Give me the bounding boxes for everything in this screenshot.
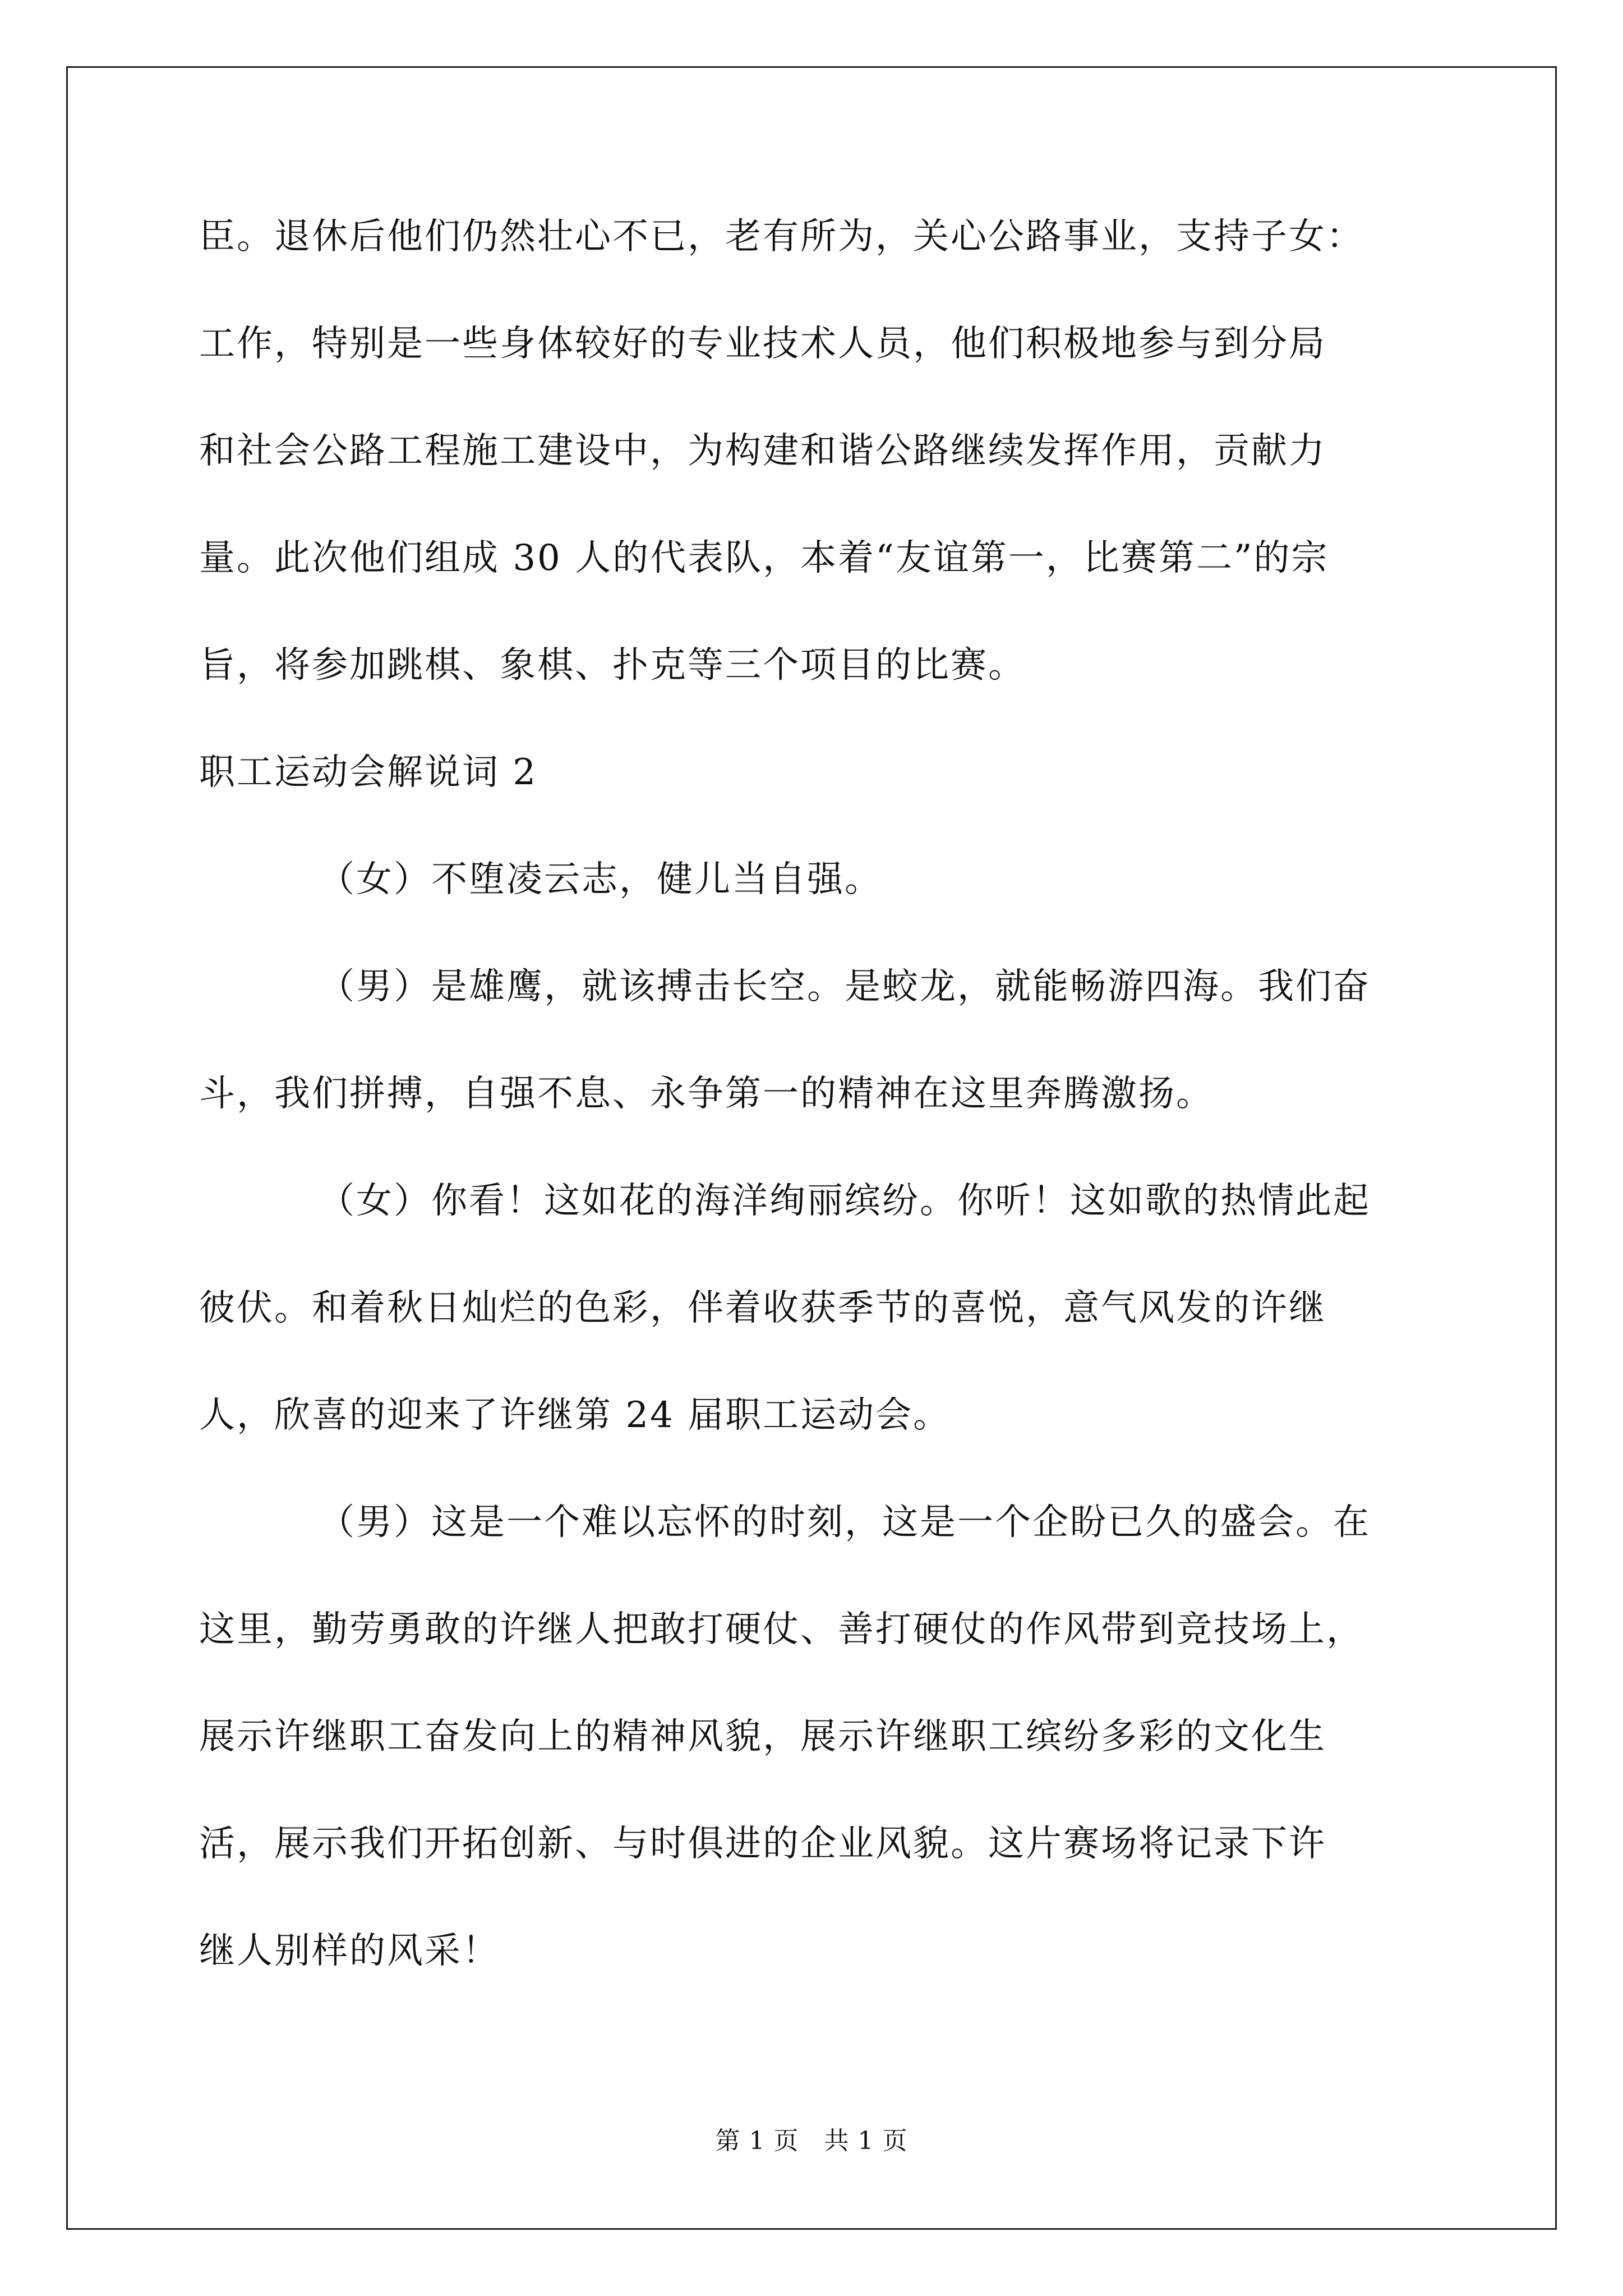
paragraph-men-1-line: 斗，我们拼搏，自强不息、永争第一的精神在这里奔腾激扬。	[199, 1073, 1214, 1115]
text-line: 和社会公路工程施工建设中，为构建和谐公路继续发挥作用，贡献力	[199, 430, 1326, 472]
text-line: 量。此次他们组成 30 人的代表队，本着“友谊第一，比赛第二”的宗	[199, 537, 1329, 579]
paragraph-women-2-line: 彼伏。和着秋日灿烂的色彩，伴着收获季节的喜悦，意气风发的许继	[199, 1287, 1326, 1329]
paragraph-men-2-line: 活，展示我们开拓创新、与时俱进的企业风貌。这片赛场将记录下许	[199, 1823, 1326, 1865]
paragraph-women-2-line: （女）你看！这如花的海洋绚丽缤纷。你听！这如歌的热情此起	[319, 1180, 1371, 1222]
paragraph-men-2-line: 继人别样的风采！	[199, 1930, 500, 1972]
text-line: 工作，特别是一些身体较好的专业技术人员，他们积极地参与到分局	[199, 323, 1326, 365]
text-line: 旨，将参加跳棋、象棋、扑克等三个项目的比赛。	[199, 645, 1026, 686]
paragraph-women-1: （女）不堕凌云志，健儿当自强。	[319, 859, 882, 900]
text-line: 臣。退休后他们仍然壮心不已，老有所为，关心公路事业，支持子女：	[199, 216, 1364, 257]
document-body	[199, 209, 1433, 2030]
section-heading: 职工运动会解说词 2	[199, 752, 538, 793]
paragraph-men-2-line: 这里，勤劳勇敢的许继人把敢打硬仗、善打硬仗的作风带到竞技场上，	[199, 1609, 1364, 1650]
page-footer	[0, 2120, 1623, 2156]
paragraph-women-2-line: 人，欣喜的迎来了许继第 24 届职工运动会。	[199, 1395, 951, 1436]
page-number: 第 1 页 共 1 页	[715, 2127, 908, 2155]
paragraph-men-2-line: 展示许继职工奋发向上的精神风貌，展示许继职工缤纷多彩的文化生	[199, 1716, 1326, 1757]
paragraph-men-2-line: （男）这是一个难以忘怀的时刻，这是一个企盼已久的盛会。在	[319, 1502, 1371, 1543]
paragraph-men-1-line: （男）是雄鹰，就该搏击长空。是蛟龙，就能畅游四海。我们奋	[319, 966, 1371, 1007]
